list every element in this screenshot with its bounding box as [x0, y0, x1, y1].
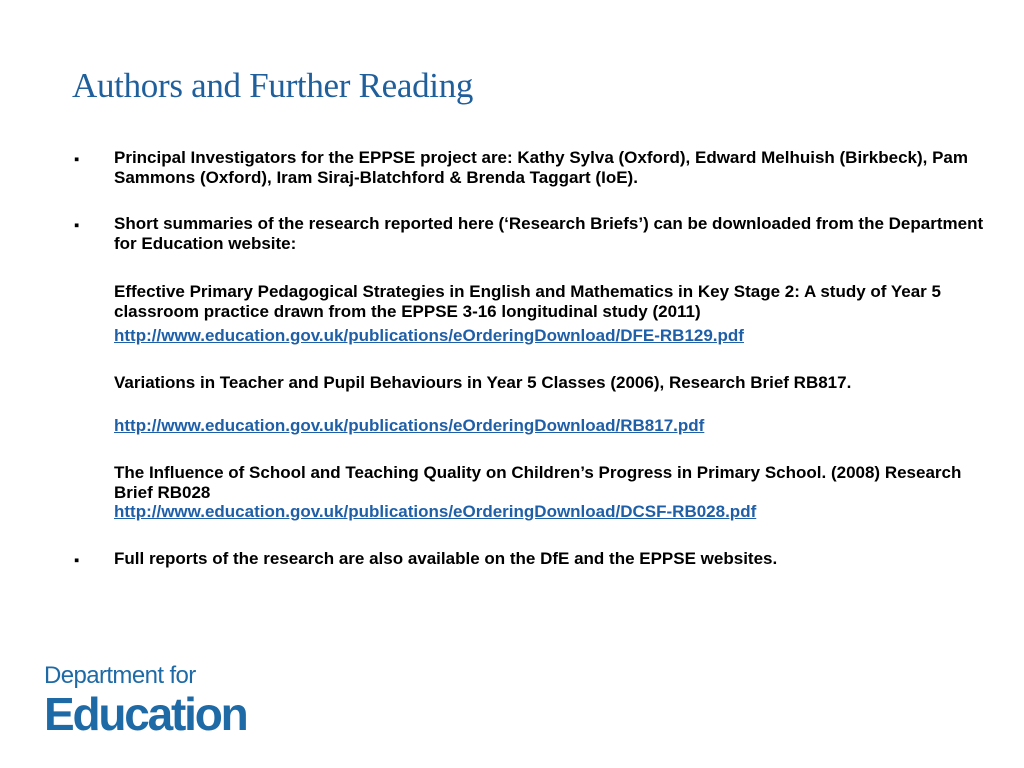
bullet-marker: ▪	[74, 217, 80, 234]
bullet-full-reports: Full reports of the research are also available on the DfE and the EPPSE websites.	[114, 549, 778, 568]
bullet-research-summaries: Short summaries of the research reported here (‘Research Briefs’) can be downloaded from the Department for Education website:	[114, 214, 984, 253]
bullet-marker: ▪	[74, 151, 80, 168]
reference-link-dfe-rb129[interactable]: http://www.education.gov.uk/publications/eOrderingDownload/DFE-RB129.pdf	[114, 326, 744, 345]
reference-title: The Influence of School and Teaching Quality on Children’s Progress in Primary School. (2008) Research Brief RB028	[114, 463, 962, 502]
reference-link-dcsf-rb028[interactable]: http://www.education.gov.uk/publications/eOrderingDownload/DCSF-RB028.pdf	[114, 502, 757, 521]
bullet-marker: ▪	[74, 552, 80, 569]
reference-link-rb817[interactable]: http://www.education.gov.uk/publications/eOrderingDownload/RB817.pdf	[114, 416, 705, 435]
logo-line-education: Education	[44, 688, 247, 740]
reference-title: Effective Primary Pedagogical Strategies in English and Mathematics in Key Stage 2: A study of Year 5 classroom practice drawn from the EPPSE 3-16 longitudinal study (2011)	[114, 282, 941, 321]
bullet-principal-investigators: Principal Investigators for the EPPSE project are: Kathy Sylva (Oxford), Edward Melhuish (Birkbeck), Pam Sammons (Oxford), Iram Siraj-Blatchford & Brenda Taggart (IoE).	[114, 148, 969, 187]
reference-title: Variations in Teacher and Pupil Behaviours in Year 5 Classes (2006), Research Brief RB817.	[114, 373, 852, 392]
slide-title: Authors and Further Reading	[72, 66, 474, 105]
logo-line-department-for: Department for	[44, 662, 196, 689]
dfe-logo	[44, 662, 247, 740]
